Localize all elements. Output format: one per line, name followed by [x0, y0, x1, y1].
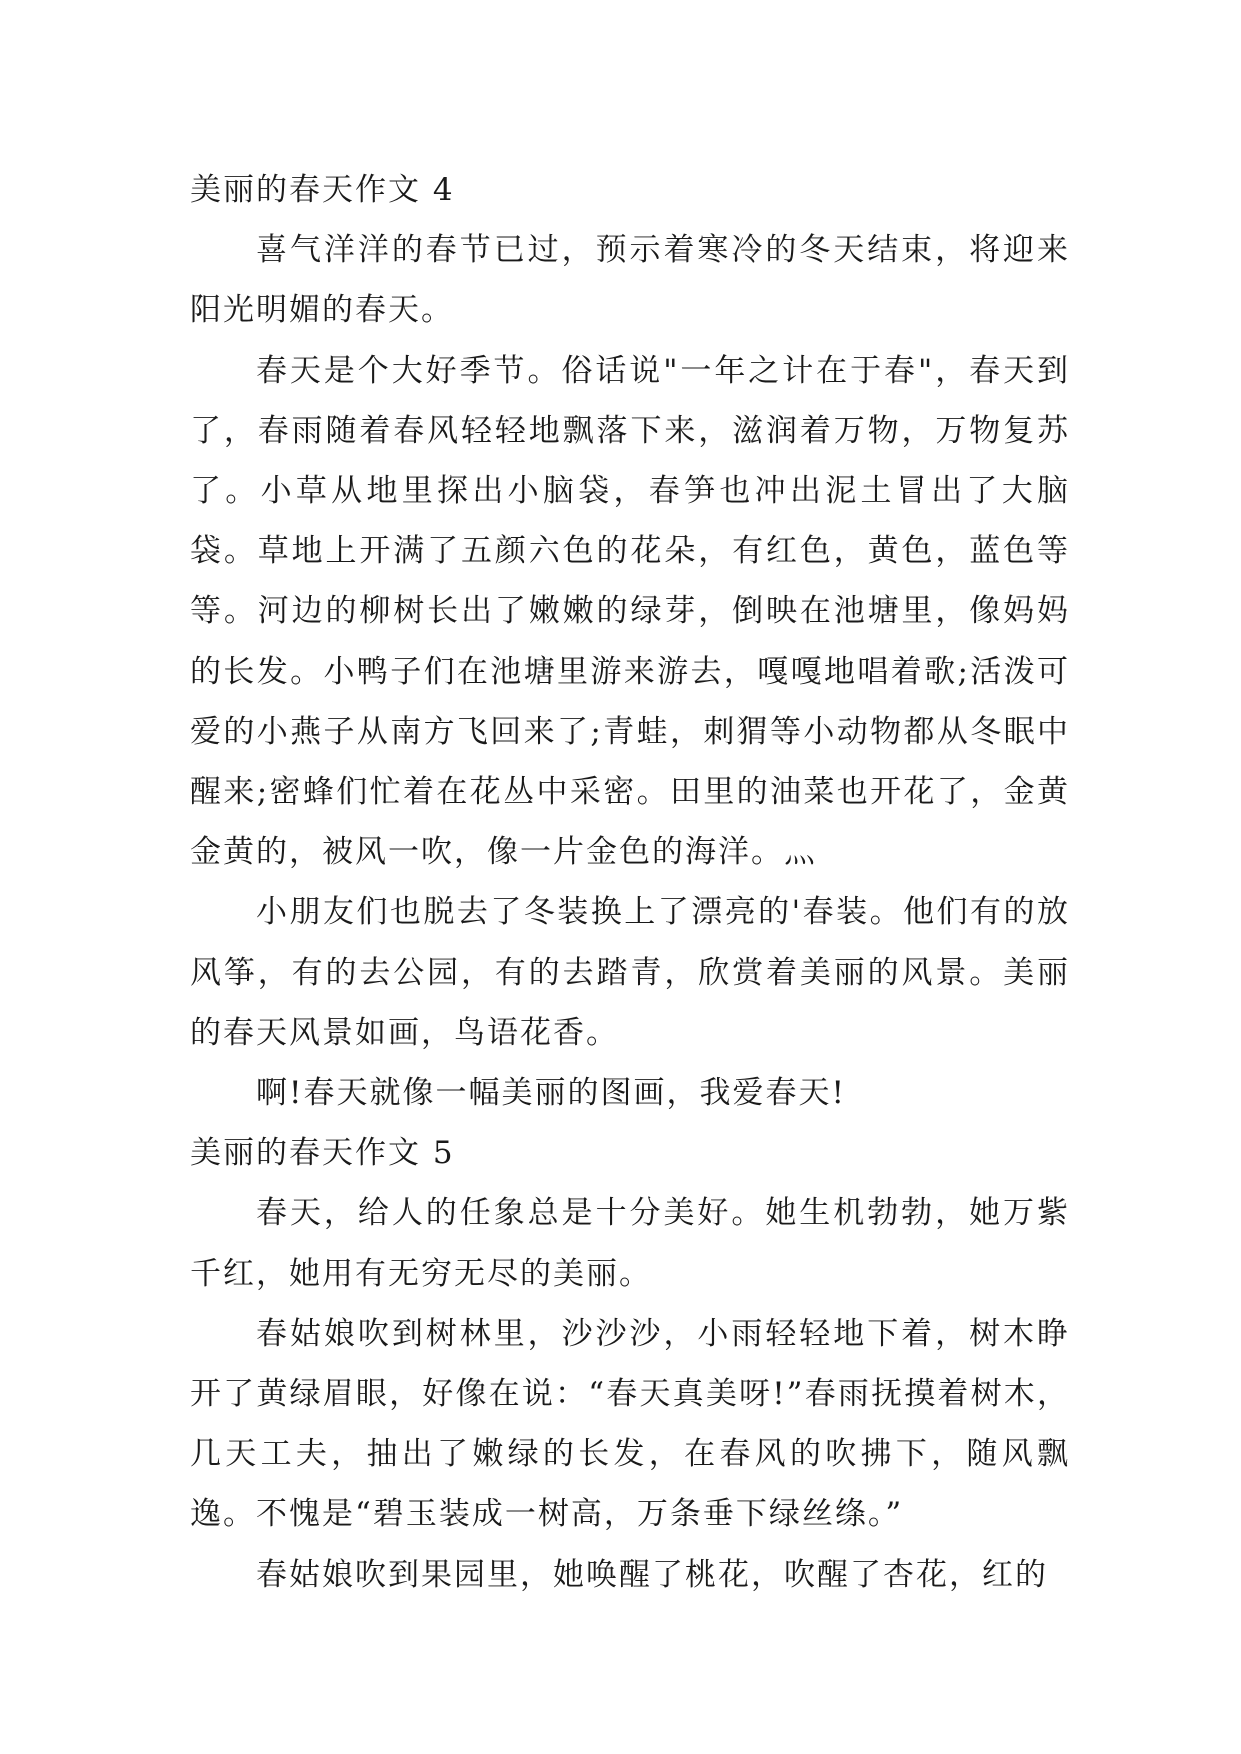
essay-section-5 — [190, 1123, 1070, 1605]
paragraph: 春天是个大好季节。俗话说"一年之计在于春"，春天到了，春雨随着春风轻轻地飘落下来，滋润着万物，万物复苏了。小草从地里探出小脑袋，春笋也冲出泥土冒出了大脑袋。草地上开满了五颜六色的花朵，有红色，黄色，蓝色等等。河边的柳树长出了嫩嫩的绿芽，倒映在池塘里，像妈妈的长发。小鸭子们在池塘里游来游去，嘎嘎地唱着歌;活泼可爱的小燕子从南方飞回来了;青蛙，刺猬等小动物都从冬眠中醒来;密蜂们忙着在花丛中采密。田里的油菜也开花了，金黄金黄的，被风一吹，像一片金色的海洋。灬 — [190, 352, 1070, 871]
section-heading: 美丽的春天作文 4 — [190, 172, 455, 208]
paragraph: 喜气洋洋的春节已过，预示着寒冷的冬天结束，将迎来阳光明媚的春天。 — [190, 232, 1070, 329]
paragraph: 春姑娘吹到树林里，沙沙沙，小雨轻轻地下着，树木睁开了黄绿眉眼，好像在说：“春天真美呀!”春雨抚摸着树木，几天工夫，抽出了嫩绿的长发，在春风的吹拂下，随风飘逸。不愧是“碧玉装成一树高，万条垂下绿丝绦。” — [190, 1315, 1070, 1533]
paragraph: 小朋友们也脱去了冬装换上了漂亮的'春装。他们有的放风筝，有的去公园，有的去踏青，欣赏着美丽的风景。美丽的春天风景如画，鸟语花香。 — [190, 894, 1070, 1051]
paragraph: 啊!春天就像一幅美丽的图画，我爱春天! — [256, 1075, 846, 1112]
paragraph: 春天，给人的任象总是十分美好。她生机勃勃，她万紫千红，她用有无穷无尽的美丽。 — [190, 1195, 1070, 1292]
essay-section-4 — [190, 160, 1070, 1123]
document-body — [190, 160, 1070, 1605]
section-heading: 美丽的春天作文 5 — [190, 1135, 455, 1172]
paragraph: 春姑娘吹到果园里，她唤醒了桃花，吹醒了杏花，红的 — [256, 1556, 1048, 1593]
